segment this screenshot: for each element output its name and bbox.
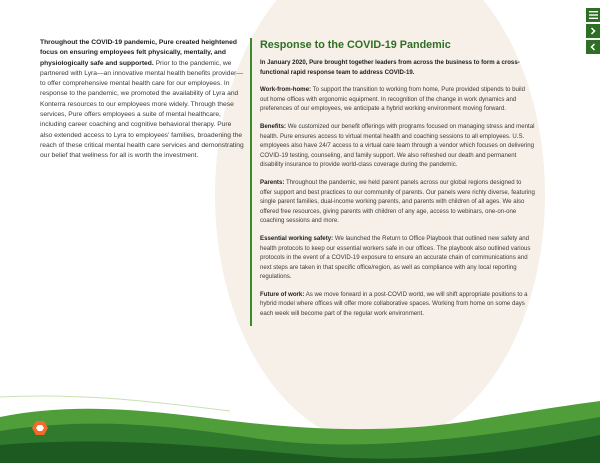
paragraph-future-of-work [260,290,535,319]
paragraph-label: Parents: [260,178,285,186]
paragraph-benefits [260,122,535,170]
paragraph-label: Future of work: [260,290,305,298]
paragraph-essential-safety [260,234,535,282]
paragraph-text: We launched the Return to Office Playbook that outlined new safety and health protocols to keep our essential workers safe in our offices. The playbook also outlined various protocols in the event of a COVID-19 exposure to ensure an accurate chain of communications and next steps are taken in that specific office/region, as well as compliance with any local reporting regulations. [260,234,531,281]
next-page-button[interactable] [586,24,600,38]
paragraph-text: We customized our benefit offerings with programs focused on managing stress and mental health. Pure ensures access to virtual mental health and coaching sessions to all employees. U.S. employees also have 24/7 access to a virtual care team through a vendor which focuses on delivering COVID-19 testing, counseling, and family support. We also refreshed our death and permanent disability insurance to provide world-class coverage during the pandemic. [260,122,535,169]
green-hills-decoration [0,395,600,463]
previous-page-button[interactable] [586,40,600,54]
hamburger-icon [589,11,598,19]
pure-storage-logo-icon [31,419,49,437]
paragraph-label: Essential working safety: [260,234,334,242]
section-title: Response to the COVID-19 Pandemic [260,39,451,51]
paragraph-text: To support the transition to working from home, Pure provided stipends to build out home offices with ergonomic equipment. In recognition of the change in work dynamics and preferences of our employees, we anticipate a hybrid working environment moving forward. [260,86,525,113]
right-column [260,38,535,327]
left-body: Prior to the pandemic, we partnered with Lyra—an innovative mental health benefits provider—to offer comprehensive mental health care for our employees. In response to the pandemic, we promoted the availability of Lyra and Konterra resources to our employees more widely. Through these services, Pure offers employees a suite of mental healthcare, including career coaching and cognitive behavioral therapy. Pure also extended access to Lyra to employees' families, broadening the reach of these critical mental health care services and demonstrating our belief that wellness for all is worth the investment. [40,59,244,160]
paragraph-label: Work-from-home: [260,86,312,94]
left-column [40,38,245,162]
menu-button[interactable] [586,8,600,22]
chevron-left-icon [589,43,597,51]
paragraph-text: As we move forward in a post-COVID world, we will shift appropriate positions to a hybrid model where offices will offer more collaborative spaces. Working from home on some days each week will become part of the regular work environment. [260,290,528,318]
paragraph-work-from-home [260,85,535,114]
paragraph-text: Throughout the pandemic, we held parent panels across our global regions designed to offer support and best practices to our community of parents. Our panels were richly diverse, featuring single parent families, dual-income working parents, and parents with children of all ages. We also offered free resources, giving parents with children of any age, access to webinars, one-on-one coaching sessions and more. [260,178,535,225]
paragraph-label: Benefits: [260,122,287,130]
left-lead-bold: Throughout the COVID-19 pandemic, Pure created heightened focus on ensuring employees felt physically, mentally, and physiologically safe and supported. [40,39,237,67]
chevron-right-icon [589,27,597,35]
paragraph-parents [260,178,535,226]
intro-paragraph: In January 2020, Pure brought together leaders from across the business to form a cross-functional rapid response team to address COVID-19. [260,59,520,76]
column-divider [250,38,252,326]
page-navigation [586,8,600,56]
